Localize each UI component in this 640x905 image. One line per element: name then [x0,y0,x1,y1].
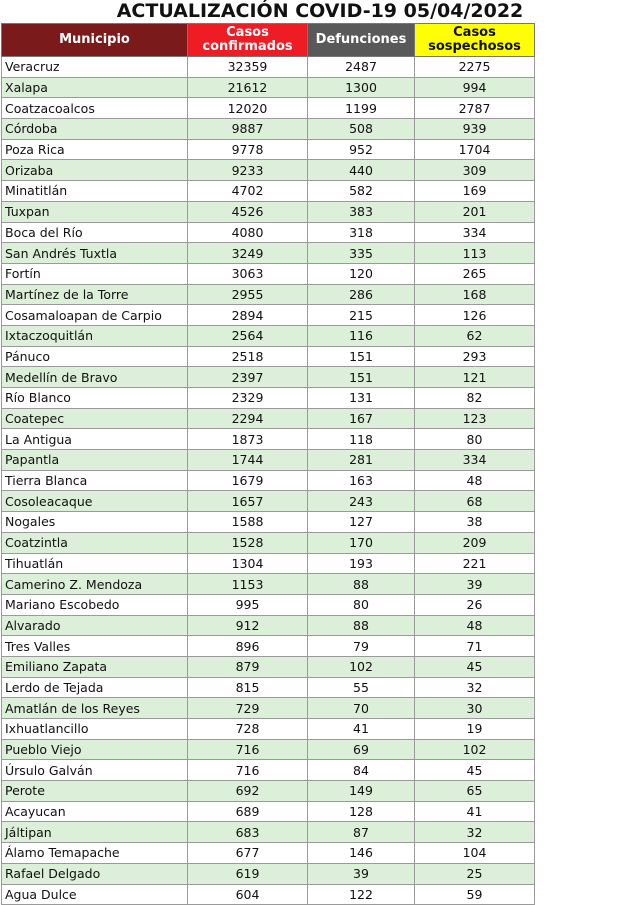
cell-casos-confirmados: 604 [188,884,308,905]
cell-casos-sospechosos: 59 [415,884,535,905]
cell-casos-sospechosos: 104 [415,843,535,864]
cell-municipio: Tihuatlán [2,553,188,574]
cell-defunciones: 215 [308,305,415,326]
cell-casos-sospechosos: 32 [415,822,535,843]
cell-defunciones: 131 [308,388,415,409]
cell-defunciones: 1199 [308,98,415,119]
cell-casos-sospechosos: 168 [415,284,535,305]
cell-municipio: Amatlán de los Reyes [2,698,188,719]
cell-defunciones: 243 [308,491,415,512]
cell-casos-sospechosos: 209 [415,532,535,553]
cell-casos-sospechosos: 32 [415,677,535,698]
cell-casos-confirmados: 729 [188,698,308,719]
cell-casos-confirmados: 1873 [188,429,308,450]
cell-defunciones: 170 [308,532,415,553]
cell-municipio: Boca del Río [2,222,188,243]
page-title: ACTUALIZACIÓN COVID-19 05/04/2022 [116,0,524,22]
cell-municipio: Tierra Blanca [2,470,188,491]
cell-municipio: Río Blanco [2,388,188,409]
table-row [2,263,535,284]
cell-municipio: Jáltipan [2,822,188,843]
table-row [2,739,535,760]
cell-municipio: Veracruz [2,57,188,78]
cell-casos-sospechosos: 65 [415,781,535,802]
table-row [2,553,535,574]
cell-casos-sospechosos: 169 [415,181,535,202]
cell-casos-confirmados: 728 [188,719,308,740]
table-row [2,346,535,367]
table-row [2,822,535,843]
cell-casos-sospechosos: 293 [415,346,535,367]
cell-defunciones: 383 [308,201,415,222]
cell-municipio: Rafael Delgado [2,863,188,884]
cell-casos-confirmados: 1588 [188,512,308,533]
table-row [2,884,535,905]
table-row [2,367,535,388]
cell-municipio: San Andrés Tuxtla [2,243,188,264]
cell-casos-confirmados: 879 [188,656,308,677]
cell-defunciones: 70 [308,698,415,719]
cell-defunciones: 281 [308,450,415,471]
header-municipio: Municipio [2,24,188,57]
cell-casos-sospechosos: 48 [415,470,535,491]
cell-casos-confirmados: 12020 [188,98,308,119]
cell-defunciones: 286 [308,284,415,305]
cell-defunciones: 80 [308,594,415,615]
cell-defunciones: 335 [308,243,415,264]
cell-municipio: Fortín [2,263,188,284]
cell-defunciones: 118 [308,429,415,450]
cell-casos-sospechosos: 1704 [415,139,535,160]
table-row [2,677,535,698]
cell-municipio: Medellín de Bravo [2,367,188,388]
cell-casos-confirmados: 1528 [188,532,308,553]
cell-defunciones: 88 [308,574,415,595]
cell-casos-confirmados: 9233 [188,160,308,181]
cell-municipio: Orizaba [2,160,188,181]
cell-casos-confirmados: 2955 [188,284,308,305]
cell-municipio: Úrsulo Galván [2,760,188,781]
cell-casos-confirmados: 2564 [188,325,308,346]
cell-casos-sospechosos: 80 [415,429,535,450]
cell-casos-sospechosos: 25 [415,863,535,884]
cell-municipio: Papantla [2,450,188,471]
cell-casos-sospechosos: 126 [415,305,535,326]
cell-casos-sospechosos: 265 [415,263,535,284]
table-row [2,760,535,781]
cell-defunciones: 440 [308,160,415,181]
cell-casos-sospechosos: 26 [415,594,535,615]
cell-municipio: Camerino Z. Mendoza [2,574,188,595]
cell-defunciones: 79 [308,636,415,657]
cell-municipio: La Antigua [2,429,188,450]
cell-defunciones: 87 [308,822,415,843]
cell-casos-confirmados: 912 [188,615,308,636]
cell-casos-sospechosos: 113 [415,243,535,264]
cell-casos-confirmados: 32359 [188,57,308,78]
cell-casos-confirmados: 2518 [188,346,308,367]
cell-casos-sospechosos: 30 [415,698,535,719]
cell-casos-confirmados: 1744 [188,450,308,471]
cell-casos-confirmados: 9887 [188,119,308,140]
cell-casos-confirmados: 716 [188,739,308,760]
cell-casos-sospechosos: 309 [415,160,535,181]
cell-defunciones: 952 [308,139,415,160]
table-row [2,305,535,326]
table-row [2,594,535,615]
cell-defunciones: 102 [308,656,415,677]
table-row [2,160,535,181]
cell-casos-confirmados: 619 [188,863,308,884]
cell-casos-confirmados: 1679 [188,470,308,491]
cell-casos-sospechosos: 62 [415,325,535,346]
table-row [2,863,535,884]
cell-municipio: Coatzacoalcos [2,98,188,119]
table-row [2,470,535,491]
cell-municipio: Perote [2,781,188,802]
table-row [2,429,535,450]
cell-defunciones: 39 [308,863,415,884]
cell-casos-confirmados: 1304 [188,553,308,574]
table-row [2,388,535,409]
cell-casos-confirmados: 4526 [188,201,308,222]
cell-casos-sospechosos: 82 [415,388,535,409]
cell-casos-confirmados: 683 [188,822,308,843]
cell-defunciones: 582 [308,181,415,202]
header-casos-sospechosos: Casos sospechosos [415,24,535,57]
cell-casos-sospechosos: 994 [415,77,535,98]
table-row [2,408,535,429]
table-row [2,843,535,864]
table-row [2,719,535,740]
cell-casos-sospechosos: 221 [415,553,535,574]
cell-casos-confirmados: 4702 [188,181,308,202]
cell-municipio: Coatzintla [2,532,188,553]
cell-casos-sospechosos: 334 [415,222,535,243]
table-row [2,450,535,471]
cell-defunciones: 151 [308,367,415,388]
cell-municipio: Lerdo de Tejada [2,677,188,698]
cell-casos-confirmados: 2294 [188,408,308,429]
cell-municipio: Cosoleacaque [2,491,188,512]
cell-municipio: Tres Valles [2,636,188,657]
table-row [2,656,535,677]
table-row [2,512,535,533]
cell-casos-sospechosos: 2275 [415,57,535,78]
table-row [2,201,535,222]
cell-municipio: Córdoba [2,119,188,140]
cell-defunciones: 55 [308,677,415,698]
cell-casos-sospechosos: 68 [415,491,535,512]
cell-municipio: Álamo Temapache [2,843,188,864]
cell-casos-confirmados: 9778 [188,139,308,160]
cell-casos-sospechosos: 19 [415,719,535,740]
cell-casos-confirmados: 815 [188,677,308,698]
cell-defunciones: 151 [308,346,415,367]
cell-municipio: Cosamaloapan de Carpio [2,305,188,326]
table-row [2,284,535,305]
table-row [2,532,535,553]
cell-municipio: Tuxpan [2,201,188,222]
cell-casos-confirmados: 995 [188,594,308,615]
cell-casos-sospechosos: 201 [415,201,535,222]
table-row [2,77,535,98]
cell-defunciones: 116 [308,325,415,346]
cell-casos-sospechosos: 38 [415,512,535,533]
table-row [2,57,535,78]
cell-defunciones: 149 [308,781,415,802]
header-defunciones: Defunciones [308,24,415,57]
cell-defunciones: 88 [308,615,415,636]
cell-municipio: Acayucan [2,801,188,822]
cell-casos-confirmados: 692 [188,781,308,802]
cell-municipio: Nogales [2,512,188,533]
cell-casos-sospechosos: 45 [415,656,535,677]
cell-casos-sospechosos: 334 [415,450,535,471]
cell-municipio: Martínez de la Torre [2,284,188,305]
cell-casos-confirmados: 2894 [188,305,308,326]
cell-defunciones: 318 [308,222,415,243]
table-row [2,243,535,264]
header-row [2,24,535,57]
cell-casos-confirmados: 896 [188,636,308,657]
cell-defunciones: 508 [308,119,415,140]
cell-casos-sospechosos: 102 [415,739,535,760]
table-row [2,615,535,636]
cell-defunciones: 193 [308,553,415,574]
cell-casos-sospechosos: 123 [415,408,535,429]
cell-casos-sospechosos: 45 [415,760,535,781]
cell-defunciones: 127 [308,512,415,533]
cell-casos-confirmados: 677 [188,843,308,864]
cell-municipio: Pánuco [2,346,188,367]
cell-defunciones: 84 [308,760,415,781]
cell-casos-sospechosos: 71 [415,636,535,657]
cell-defunciones: 2487 [308,57,415,78]
cell-defunciones: 69 [308,739,415,760]
cell-casos-confirmados: 3063 [188,263,308,284]
cell-municipio: Xalapa [2,77,188,98]
table-row [2,491,535,512]
cell-casos-sospechosos: 39 [415,574,535,595]
cell-defunciones: 163 [308,470,415,491]
cell-defunciones: 120 [308,263,415,284]
cell-municipio: Ixhuatlancillo [2,719,188,740]
table-row [2,801,535,822]
table-row [2,781,535,802]
cell-casos-sospechosos: 121 [415,367,535,388]
cell-casos-confirmados: 1153 [188,574,308,595]
table-body [2,57,535,905]
table-row [2,139,535,160]
cell-casos-confirmados: 1657 [188,491,308,512]
cell-municipio: Agua Dulce [2,884,188,905]
cell-defunciones: 122 [308,884,415,905]
cell-casos-confirmados: 2397 [188,367,308,388]
cell-defunciones: 128 [308,801,415,822]
cell-defunciones: 167 [308,408,415,429]
cell-municipio: Emiliano Zapata [2,656,188,677]
cell-casos-sospechosos: 2787 [415,98,535,119]
cell-municipio: Alvarado [2,615,188,636]
header-casos-confirmados: Casos confirmados [188,24,308,57]
table-row [2,181,535,202]
cell-municipio: Mariano Escobedo [2,594,188,615]
cell-municipio: Pueblo Viejo [2,739,188,760]
cell-municipio: Poza Rica [2,139,188,160]
cell-casos-confirmados: 21612 [188,77,308,98]
cell-defunciones: 146 [308,843,415,864]
cell-casos-sospechosos: 939 [415,119,535,140]
cell-defunciones: 1300 [308,77,415,98]
table-row [2,222,535,243]
cell-municipio: Minatitlán [2,181,188,202]
cell-municipio: Coatepec [2,408,188,429]
cell-casos-confirmados: 3249 [188,243,308,264]
cell-casos-confirmados: 2329 [188,388,308,409]
cell-casos-sospechosos: 41 [415,801,535,822]
table-row [2,636,535,657]
table-row [2,325,535,346]
cell-casos-confirmados: 4080 [188,222,308,243]
covid-table [1,23,535,905]
table-row [2,574,535,595]
table-row [2,119,535,140]
cell-casos-sospechosos: 48 [415,615,535,636]
cell-casos-confirmados: 689 [188,801,308,822]
table-row [2,698,535,719]
cell-defunciones: 41 [308,719,415,740]
cell-casos-confirmados: 716 [188,760,308,781]
table-row [2,98,535,119]
cell-municipio: Ixtaczoquitlán [2,325,188,346]
